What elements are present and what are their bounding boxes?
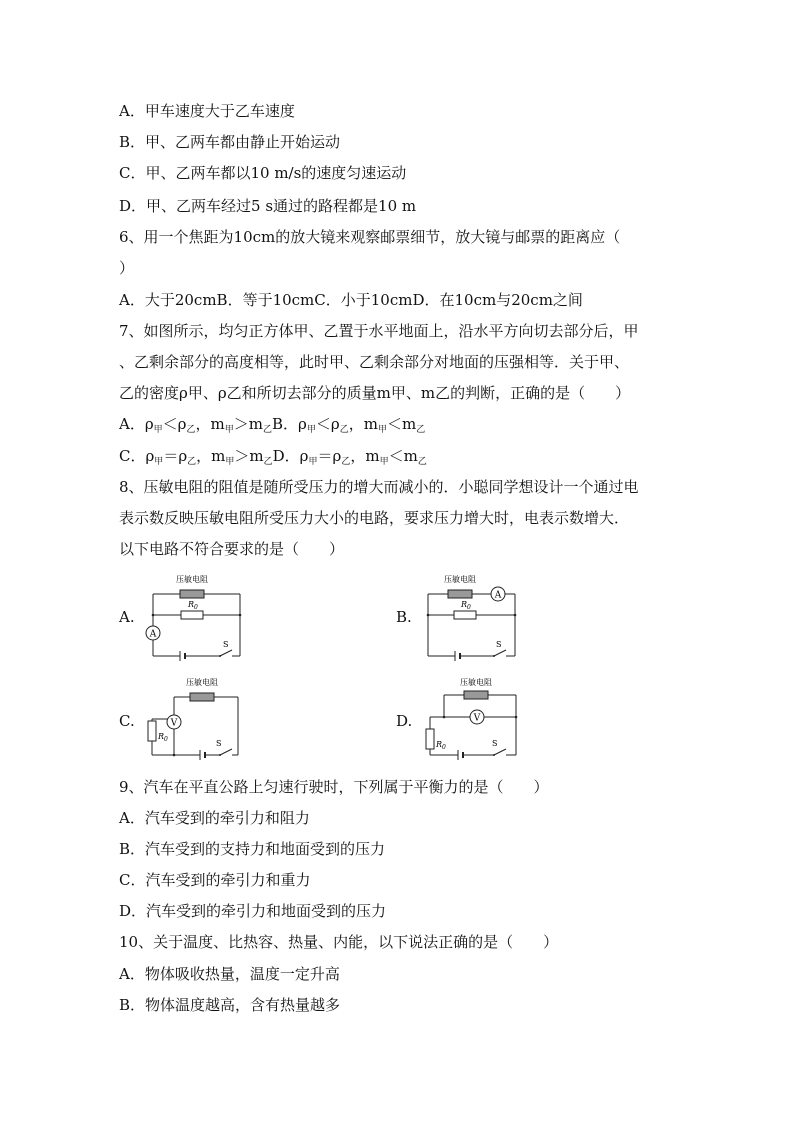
switch-label: S [223, 640, 229, 649]
ammeter-label: A [149, 629, 157, 640]
ammeter-label: A [494, 590, 502, 601]
r0-resistor [148, 721, 156, 741]
r0-resistor [181, 611, 203, 619]
q9-option-a: A．汽车受到的牵引力和阻力 [119, 809, 310, 827]
r0-resistor [426, 729, 434, 749]
q8-label-c: C. [119, 712, 135, 730]
q5-option-c: C．甲、乙两车都以10 m/s的速度匀速运动 [119, 164, 407, 182]
q9-option-d: D．汽车受到的牵引力和地面受到的压力 [119, 902, 387, 920]
q5-option-b: B．甲、乙两车都由静止开始运动 [119, 133, 341, 151]
voltmeter-label: V [473, 713, 481, 724]
voltmeter-label: V [170, 718, 178, 729]
pressure-sensor-resistor [180, 590, 204, 598]
q8-label-d: D. [396, 712, 413, 730]
q8-label-a: A. [119, 608, 135, 626]
q9-option-c: C．汽车受到的牵引力和重力 [119, 871, 311, 889]
q7-stem-line2: 、乙剩余部分的高度相等，此时甲、乙剩余部分对地面的压强相等．关于甲、 [119, 353, 630, 371]
circuit-diagram-b [418, 568, 528, 663]
pressure-sensor-resistor [448, 590, 472, 598]
q5-option-d: D．甲、乙两车经过5 s通过的路程都是10 m [119, 197, 417, 215]
q8-stem-line1: 8、压敏电阻的阻值是随所受压力的增大而减小的．小聪同学想设计一个通过电 [119, 478, 639, 496]
r0-label: $R_0$ [461, 600, 471, 611]
r0-label: $R_0$ [436, 740, 446, 751]
switch-label: S [492, 739, 498, 748]
q6-options: A．大于20cmB．等于10cmC．小于10cmD．在10cm与20cm之间 [119, 291, 583, 309]
circuit-diagram-d [418, 673, 528, 768]
circuit-diagram-a [140, 568, 250, 663]
pressure-sensor-label: 压敏电阻 [186, 678, 218, 687]
pressure-sensor-resistor [464, 691, 488, 699]
q7-stem-line3: 乙的密度ρ甲、ρ乙和所切去部分的质量m甲、m乙的判断，正确的是（ ） [119, 384, 631, 402]
r0-label: $R_0$ [188, 600, 198, 611]
r0-label: $R_0$ [158, 732, 168, 743]
q10-stem: 10、关于温度、比热容、热量、内能，以下说法正确的是（ ） [119, 933, 559, 951]
q8-stem-line2: 表示数反映压敏电阻所受压力大小的电路，要求压力增大时，电表示数增大． [119, 509, 630, 527]
q8-label-b: B. [396, 608, 412, 626]
pressure-sensor-resistor [190, 693, 214, 701]
switch-label: S [496, 640, 502, 649]
q9-stem: 9、汽车在平直公路上匀速行驶时，下列属于平衡力的是（ ） [119, 778, 549, 796]
q5-option-a: A．甲车速度大于乙车速度 [119, 102, 295, 120]
pressure-sensor-label: 压敏电阻 [444, 575, 476, 584]
circuit-diagram-c [140, 673, 250, 768]
q10-option-a: A．物体吸收热量，温度一定升高 [119, 965, 340, 983]
r0-resistor [454, 611, 476, 619]
switch-label: S [216, 739, 222, 748]
pressure-sensor-label: 压敏电阻 [176, 575, 208, 584]
q6-stem-line2: ） [119, 259, 135, 277]
q8-stem-line3: 以下电路不符合要求的是（ ） [119, 540, 345, 558]
q7-stem-line1: 7、如图所示，均匀正方体甲、乙置于水平地面上，沿水平方向切去部分后，甲 [119, 322, 639, 340]
pressure-sensor-label: 压敏电阻 [460, 678, 492, 687]
q9-option-b: B．汽车受到的支持力和地面受到的压力 [119, 840, 386, 858]
q7-options-cd: C．$\rho_甲=\rho_乙$，$m_甲>m_乙D$．$\rho_甲=\rho_乙$，$m_甲<m_乙$ [119, 447, 427, 467]
q6-stem-line1: 6、用一个焦距为10cm的放大镜来观察邮票细节，放大镜与邮票的距离应（ [119, 228, 621, 246]
q10-option-b: B．物体温度越高，含有热量越多 [119, 996, 341, 1014]
q7-options-ab: A．$\rho_甲<\rho_乙$，$m_甲>m_乙B$．$\rho_甲<\rho_乙$，$m_甲<m_乙$ [119, 415, 426, 435]
